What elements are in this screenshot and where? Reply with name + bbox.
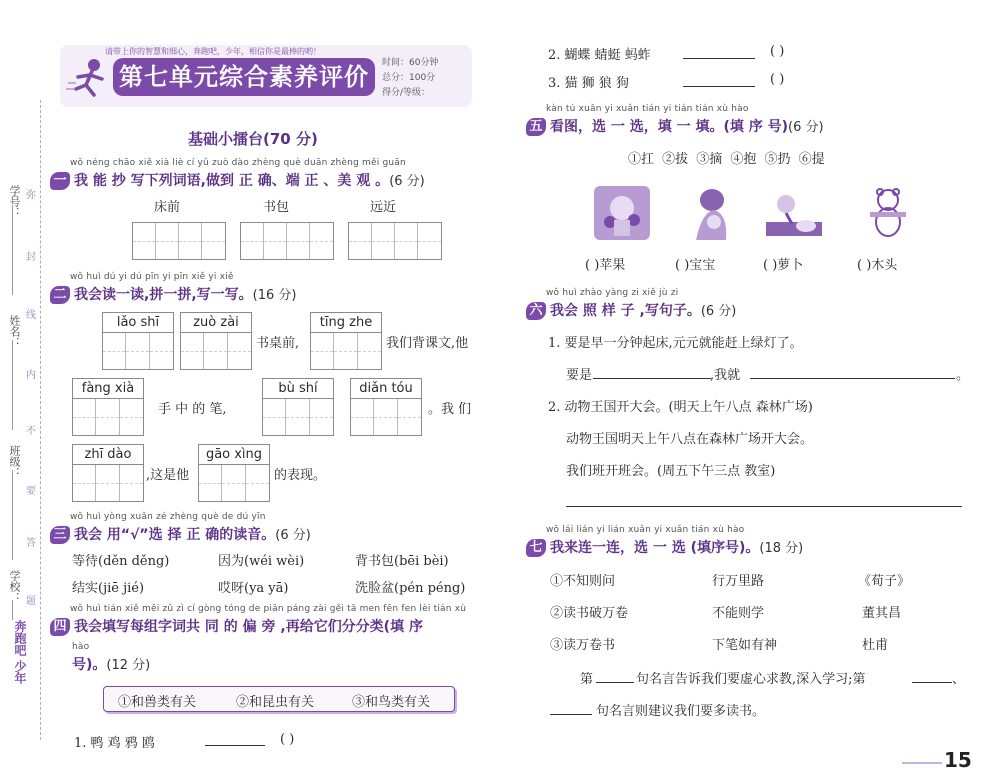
q7-fill-1: 第 [580, 672, 594, 687]
q2-number: 二 [50, 286, 70, 304]
q3-item-1[interactable]: 等待(děn děng) [72, 554, 170, 569]
q6-pinyin: wǒ huì zhào yàng zi xiě jù zi [546, 288, 679, 298]
q4-row-2-blank[interactable] [683, 58, 755, 59]
q3-item-3[interactable]: 背书包(bēi bèi) [355, 554, 449, 569]
q5-verbs: ①扛 ②拔 ③摘 ④抱 ⑤扔 ⑥提 [628, 152, 825, 167]
q7-col3-1[interactable]: 《荀子》 [858, 574, 911, 589]
time-limit: 时间：60分钟 [382, 58, 439, 68]
q4-text-2: 号)。 [72, 657, 107, 673]
q5-blank-2[interactable]: ( )宝宝 [675, 258, 716, 273]
class-label: 班级： [8, 445, 21, 478]
q7-col3-3[interactable]: 杜甫 [862, 638, 889, 653]
q7-col1-2[interactable]: ②读书破万卷 [550, 606, 629, 621]
q7-col2-3[interactable]: 下笔如有神 [712, 638, 778, 653]
q6-sentence-2a: 动物王国明天上午八点在森林广场开大会。 [566, 432, 814, 447]
seal-char: 要 [26, 486, 36, 497]
q2-pinyin-7: zhī dào [72, 444, 144, 464]
q2-box-7[interactable] [72, 444, 144, 502]
q3-item-2[interactable]: 因为(wéi wèi) [218, 554, 305, 569]
brand-logo: 奔跑吧 少年 [13, 620, 27, 685]
pulling-radish-picture [766, 186, 822, 240]
q2-sentence-1: 书桌前, [256, 336, 300, 351]
q1-word-1: 床前 [154, 200, 181, 215]
seal-line [40, 100, 41, 740]
q2-pinyin-4: fàng xià [72, 378, 144, 398]
q3-number: 三 [50, 526, 70, 544]
q6-text: 我会 照 样 子 ,写句子。 [550, 303, 701, 319]
q2-pinyin: wǒ huì dú yi dú pīn yi pīn xiě yi xiě [70, 272, 234, 282]
q4-option-1: ①和兽类有关 [118, 695, 197, 710]
q6-answer-line[interactable] [566, 506, 962, 507]
q4-row-1-blank[interactable] [205, 745, 265, 746]
q2-box-8[interactable] [198, 444, 270, 502]
q6-sentence-1c: 。 [956, 368, 970, 383]
q2-box-4[interactable] [72, 378, 144, 436]
q6-blank-1[interactable] [593, 378, 711, 379]
q2-points: (16 分) [252, 288, 297, 303]
q2-pinyin-2: zuò zài [180, 312, 252, 332]
q3-points: (6 分) [275, 528, 311, 543]
seal-char: 不 [26, 426, 36, 437]
picking-apple-picture [594, 186, 650, 240]
q2-sentence-6: 的表现。 [274, 468, 327, 483]
q7-blank-2[interactable] [912, 682, 952, 683]
q2-pinyin-5: bù shí [262, 378, 334, 398]
q7-heading [526, 537, 803, 557]
q7-number: 七 [526, 539, 546, 557]
student-number-label: 学号： [8, 185, 21, 218]
q2-box-1[interactable] [102, 312, 174, 370]
q2-text: 我会读一读,拼一拼,写一写。 [74, 287, 253, 303]
q5-pinyin: kàn tú xuǎn yi xuǎn tián yi tián tián xù hào [546, 104, 749, 114]
grade-field: 得分/等级： [382, 88, 431, 98]
q2-sentence-5: ,这是他 [146, 468, 190, 483]
q6-blank-2[interactable] [750, 378, 955, 379]
q6-points: (6 分) [700, 304, 737, 319]
q6-sentence-2: 2. 动物王国开大会。(明天上午八点 森林广场) [548, 400, 813, 415]
total-score: 总分：100分 [382, 73, 436, 83]
q6-sentence-2b: 我们班开班会。(周五下午三点 教室) [566, 464, 776, 479]
q4-option-2: ②和昆虫有关 [236, 695, 315, 710]
q6-sentence-1a: 要是 [566, 368, 593, 383]
seal-char: 封 [26, 252, 36, 263]
q3-pinyin: wǒ huì yòng xuǎn zé zhèng què de dú yīn [70, 512, 266, 522]
q5-number: 五 [526, 118, 546, 136]
q1-grid-2[interactable] [240, 222, 334, 260]
q7-fill-2: 句名言告诉我们要虚心求教,深入学习;第 [636, 672, 866, 687]
q4-option-3: ③和鸟类有关 [352, 695, 431, 710]
q6-number: 六 [526, 302, 546, 320]
q7-fill-3: 、 [952, 672, 966, 687]
q2-sentence-3: 手 中 的 笔, [158, 402, 227, 417]
q4-pinyin-2: hào [72, 642, 90, 652]
page-number-decoration [902, 762, 942, 768]
q2-box-2[interactable] [180, 312, 252, 370]
q2-heading [50, 284, 296, 304]
q2-sentence-2: 我们背课文,他 [386, 336, 469, 351]
banner-info [382, 56, 438, 101]
q1-heading [50, 170, 425, 190]
q4-row-3-blank[interactable] [683, 86, 755, 87]
page-number: 15 [944, 748, 972, 772]
q6-sentence-1: 1. 要是早一分钟起床,元元就能赶上绿灯了。 [548, 336, 803, 351]
q4-pinyin: wǒ huì tián xiě měi zǔ zì cí gòng tóng de piān páng zài gěi tā men fēn fen lèi tián xù [70, 604, 467, 614]
q5-blank-3[interactable]: ( )萝卜 [763, 258, 804, 273]
q1-pinyin: wǒ néng chāo xiě xià liè cí yǔ zuò dào zhèng què duān zhèng měi guān [70, 158, 406, 168]
school-label: 学校： [8, 570, 21, 603]
q2-box-6[interactable] [350, 378, 422, 436]
q6-heading [526, 300, 736, 320]
seal-char: 答 [26, 538, 36, 549]
q7-text: 我来连一连，选 一 选 (填序号)。 [550, 540, 760, 556]
q1-grid-3[interactable] [348, 222, 442, 260]
q3-text: 我会 用“√”选 择 正 确的读音。 [74, 527, 276, 543]
q1-grid-1[interactable] [132, 222, 226, 260]
q7-col2-2[interactable]: 不能则学 [712, 606, 765, 621]
q7-points: (18 分) [759, 541, 804, 556]
q7-col1-1[interactable]: ①不知则问 [550, 574, 616, 589]
seal-char: 线 [26, 310, 36, 321]
q3-item-4[interactable]: 结实(jiē jié) [72, 581, 145, 596]
q3-item-6[interactable]: 洗脸盆(pén péng) [355, 581, 466, 596]
q2-pinyin-6: diǎn tóu [350, 378, 422, 398]
q2-pinyin-3: tīng zhe [310, 312, 382, 332]
q2-pinyin-1: lǎo shī [102, 312, 174, 332]
unit-title: 第七单元综合素养评价 [113, 58, 375, 96]
q7-blank-1[interactable] [596, 682, 634, 683]
mother-baby-picture [682, 186, 738, 240]
q2-pinyin-8: gāo xìng [198, 444, 270, 464]
name-label: 姓名： [8, 315, 21, 348]
seal-char: 弥 [26, 190, 36, 201]
q5-text: 看图，选 一 选，填 一 填。(填 序 号) [550, 119, 789, 135]
q3-heading [50, 524, 311, 544]
q1-text: 我 能 抄 写下列词语,做到 正 确、端 正 、美 观 。 [74, 173, 390, 189]
q4-number: 四 [50, 618, 70, 636]
q5-heading [526, 116, 824, 136]
q4-row-2: 2. 蝴蝶 蜻蜓 蚂蚱 [548, 48, 651, 63]
q7-fill-4: 句名言则建议我们要多读书。 [596, 704, 766, 719]
q7-col2-1[interactable]: 行万里路 [712, 574, 765, 589]
q2-box-3[interactable] [310, 312, 382, 370]
q6-sentence-1b: ,我就 [710, 368, 741, 383]
q7-col3-2[interactable]: 董其昌 [862, 606, 902, 621]
seal-char: 题 [26, 596, 36, 607]
section-title: 基础小擂台(70 分) [188, 130, 318, 148]
bear-wood-picture [860, 186, 916, 240]
q2-box-5[interactable] [262, 378, 334, 436]
banner-tagline: 请带上你的智慧和细心，奔跑吧，少年，相信你是最棒的哟！ [105, 47, 321, 56]
q1-word-2: 书包 [263, 200, 290, 215]
running-boy-icon [66, 55, 112, 101]
q7-col1-3[interactable]: ③读万卷书 [550, 638, 616, 653]
q4-heading [50, 616, 423, 636]
q7-pinyin: wǒ lái lián yi lián xuǎn yi xuǎn tián xù hào [546, 525, 745, 535]
q4-heading-2 [72, 654, 150, 674]
q1-points: (6 分) [389, 174, 425, 189]
q7-blank-3[interactable] [550, 714, 592, 715]
q5-points: (6 分) [788, 120, 824, 135]
q4-row-2-paren[interactable]: ( ) [770, 44, 785, 59]
q4-row-3-paren[interactable]: ( ) [770, 72, 785, 87]
q5-blank-1[interactable]: ( )苹果 [585, 258, 626, 273]
q2-sentence-4: 。我 们 [428, 402, 472, 417]
q5-blank-4[interactable]: ( )木头 [857, 258, 898, 273]
q4-row-3: 3. 猫 狮 狼 狗 [548, 76, 629, 91]
q4-points: (12 分) [106, 658, 151, 673]
q4-row-1: 1. 鸭 鸡 鸦 鸥 [74, 736, 155, 751]
q4-row-1-paren[interactable]: ( ) [280, 732, 295, 747]
seal-char: 内 [26, 370, 36, 381]
q4-text: 我会填写每组字词共 同 的 偏 旁 ,再给它们分分类(填 序 [74, 619, 423, 635]
q1-word-3: 远近 [370, 200, 397, 215]
q3-item-5[interactable]: 哎呀(ya yā) [218, 581, 289, 596]
q1-number: 一 [50, 172, 70, 190]
